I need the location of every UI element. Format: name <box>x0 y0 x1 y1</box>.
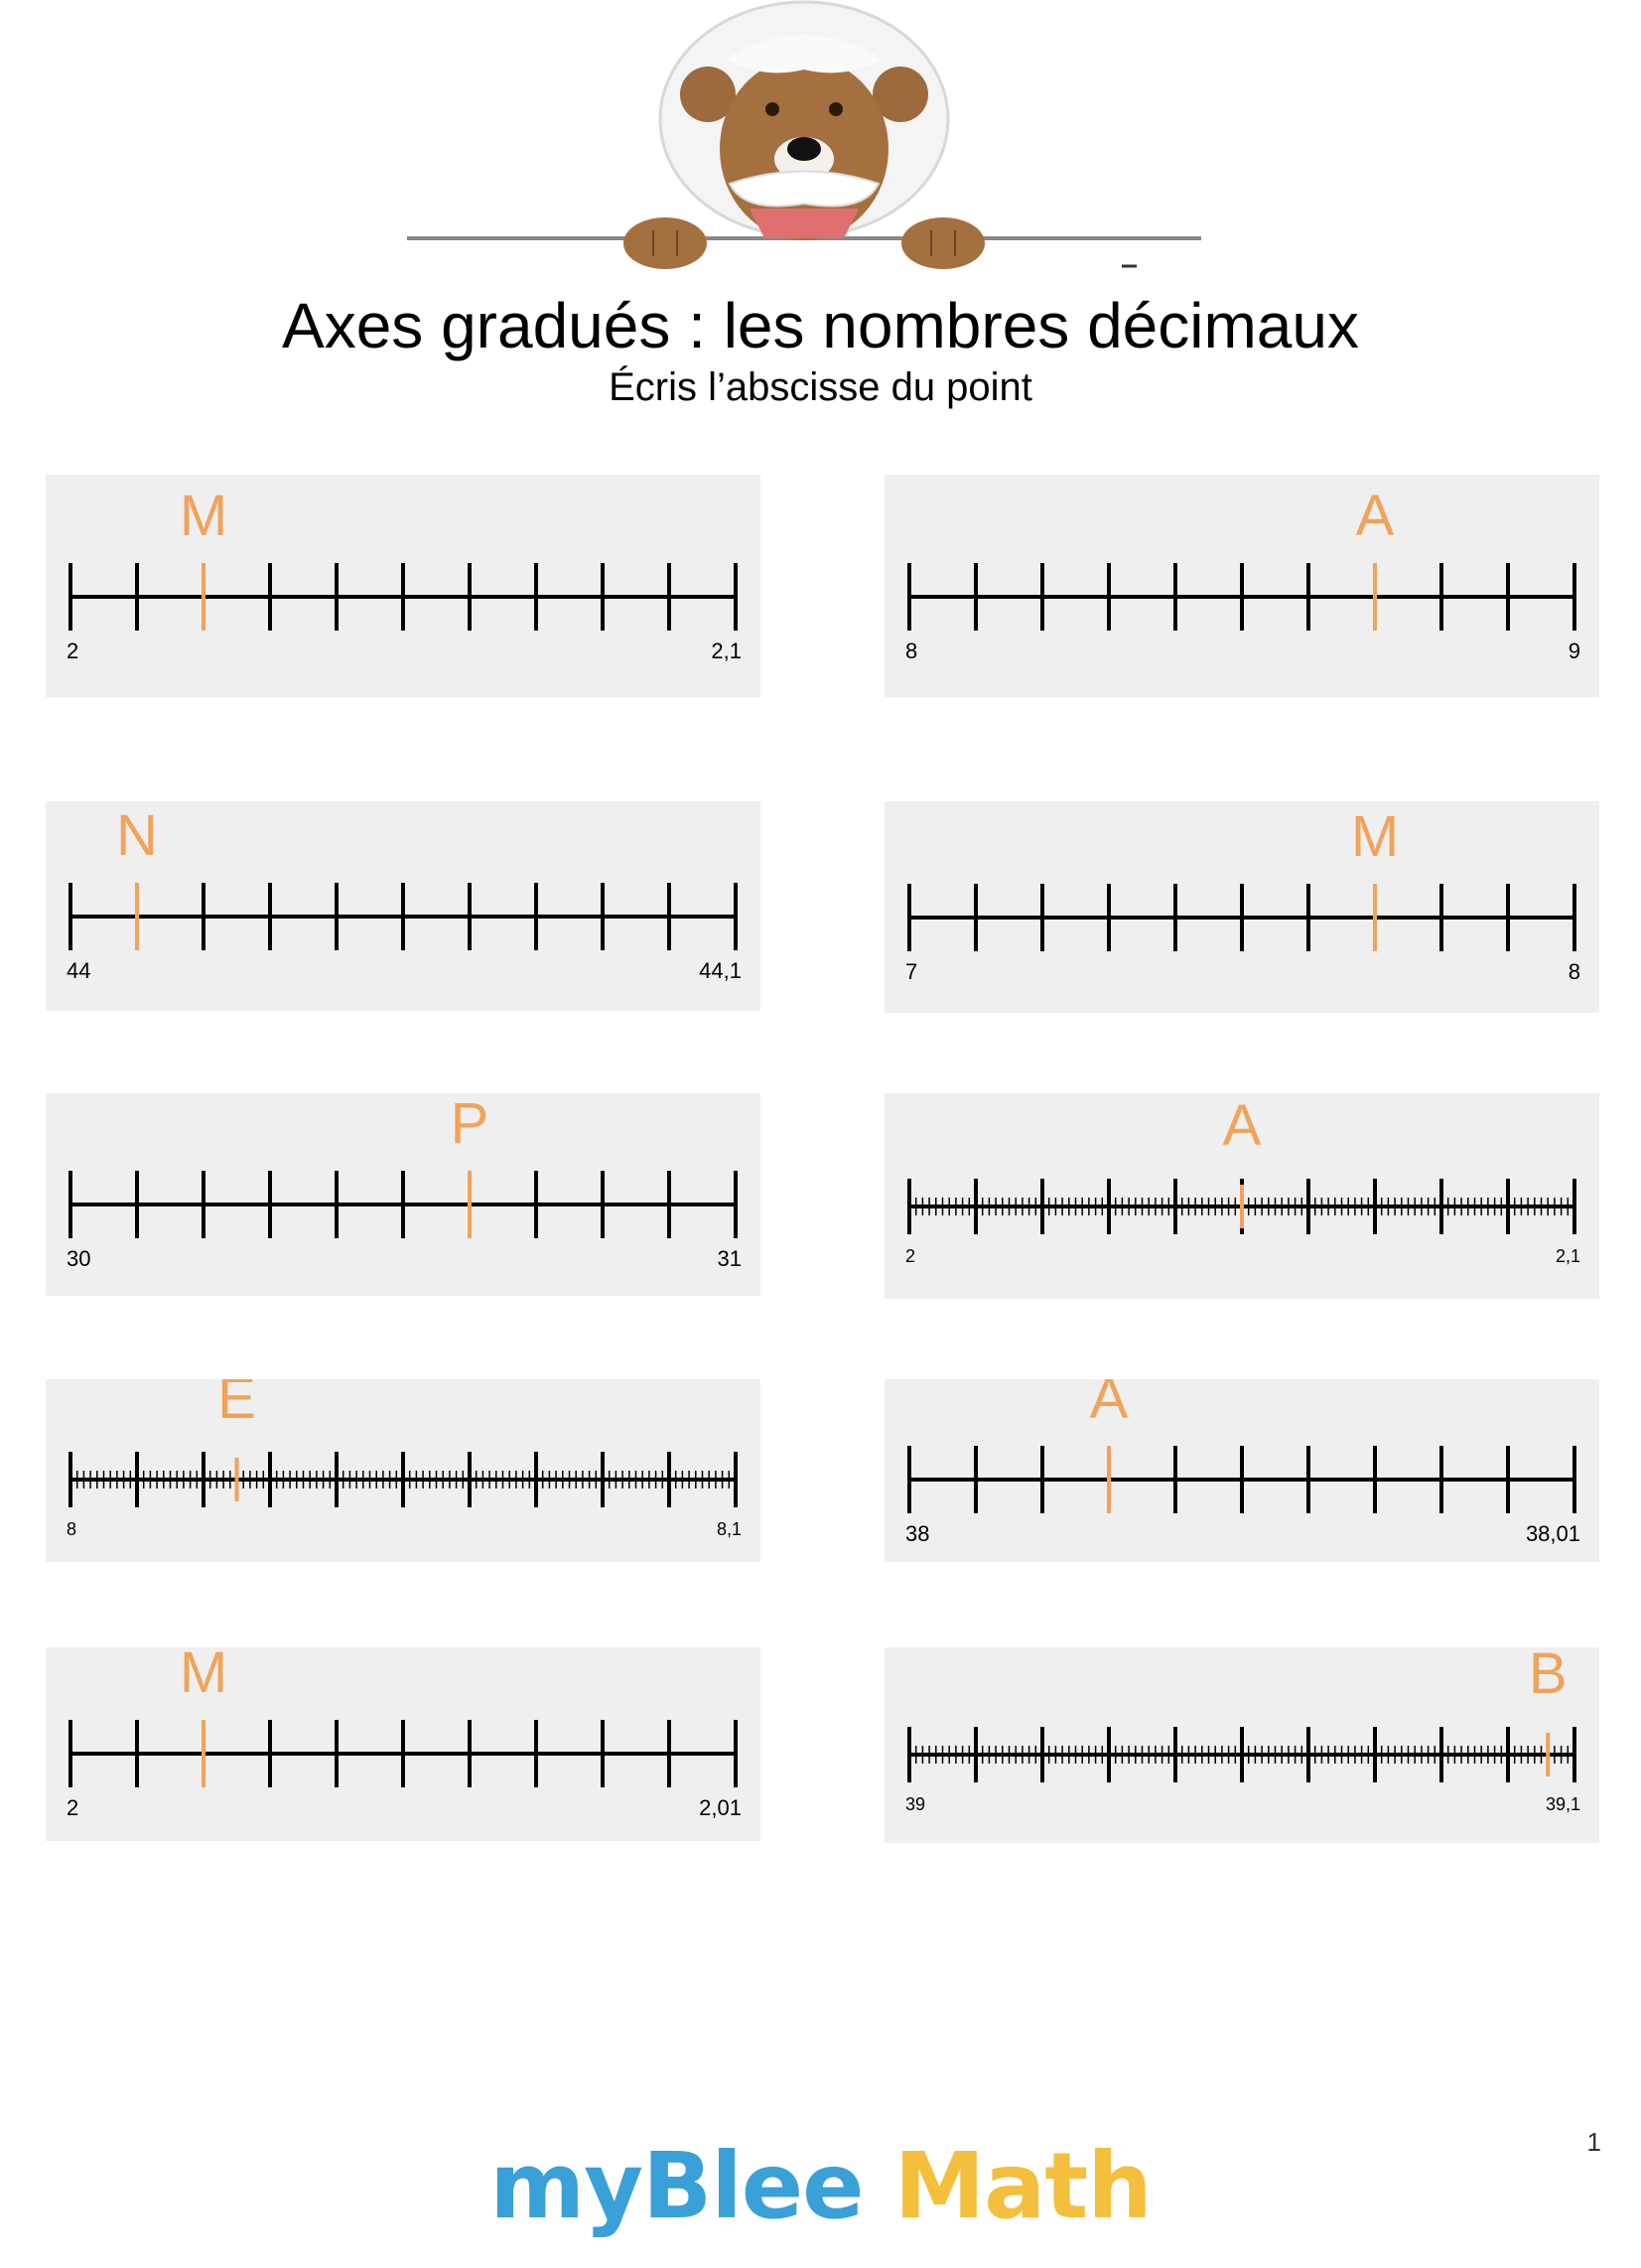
number-line <box>885 475 1599 697</box>
page-subtitle: Écris l’abscisse du point <box>609 365 1032 409</box>
end-label: 2,1 <box>711 638 742 663</box>
start-label: 8 <box>67 1519 77 1539</box>
number-line <box>885 1093 1599 1299</box>
end-label: 2,01 <box>699 1795 742 1820</box>
point-label: A <box>1355 484 1395 548</box>
end-label: 8,1 <box>716 1519 742 1539</box>
start-label: 39 <box>905 1794 926 1814</box>
start-label: 38 <box>905 1521 930 1546</box>
exercise-panel <box>885 1093 1599 1299</box>
point-label: B <box>1528 1647 1568 1706</box>
number-line <box>885 1647 1599 1843</box>
start-label: 44 <box>67 958 91 983</box>
exercise-panel <box>46 1647 760 1841</box>
point-label: M <box>179 1647 228 1705</box>
number-line <box>46 1379 760 1562</box>
point-label: M <box>179 484 228 548</box>
mascot-illustration <box>397 0 1221 278</box>
number-line <box>46 475 760 697</box>
end-label: 44,1 <box>699 958 742 983</box>
logo-my: my <box>489 2133 643 2239</box>
point-label: E <box>217 1379 256 1431</box>
point-label: P <box>450 1093 489 1156</box>
exercise-panel <box>46 1093 760 1296</box>
page-title: Axes gradués : les nombres décimaux <box>282 290 1359 361</box>
exercise-panel <box>46 475 760 697</box>
page-number: 1 <box>1586 2127 1601 2157</box>
exercise-panel <box>885 475 1599 697</box>
number-line <box>885 801 1599 1013</box>
start-label: 2 <box>905 1246 916 1266</box>
number-line <box>885 1379 1599 1562</box>
exercise-panel <box>885 1379 1599 1562</box>
exercise-panel <box>46 801 760 1011</box>
point-label: M <box>1350 804 1400 869</box>
exercise-panel <box>885 801 1599 1013</box>
end-label: 2,1 <box>1555 1246 1580 1266</box>
start-label: 7 <box>905 959 918 984</box>
exercise-panel <box>885 1647 1599 1843</box>
point-label: A <box>1089 1379 1129 1431</box>
end-label: 9 <box>1568 638 1580 663</box>
logo-blee: Blee <box>642 2133 864 2239</box>
end-label: 39,1 <box>1545 1794 1580 1814</box>
start-label: 2 <box>67 1795 79 1820</box>
start-label: 30 <box>67 1246 91 1271</box>
logo-math: Math <box>893 2133 1152 2239</box>
point-label: N <box>116 803 158 868</box>
end-label: 8 <box>1568 959 1580 984</box>
number-line <box>46 1093 760 1296</box>
number-line <box>46 801 760 1011</box>
number-line <box>46 1647 760 1841</box>
start-label: 2 <box>67 638 79 663</box>
end-label: 38,01 <box>1525 1521 1580 1546</box>
brand-logo <box>0 2133 1641 2239</box>
point-label: A <box>1222 1093 1262 1158</box>
end-label: 31 <box>717 1246 742 1271</box>
start-label: 8 <box>905 638 918 663</box>
exercise-panel <box>46 1379 760 1562</box>
